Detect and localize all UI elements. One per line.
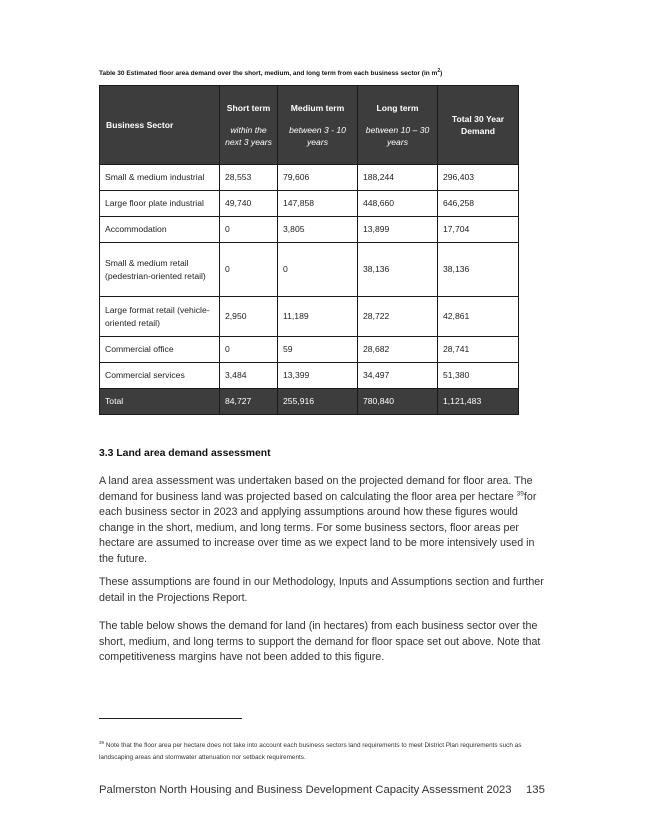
header-medium-term: Medium term between 3 - 10 years [278,86,358,165]
total-label: Total [100,389,220,415]
table-row [100,363,519,389]
cell-sector: Large format retail (vehicle-oriented retail) [100,297,220,337]
paragraph-1-text-a: A land area assessment was undertaken based on the projected demand for floor area. The demand for business land was projected based on calculating the floor area per hectare [99,475,533,503]
cell-sector: Small & medium retail (pedestrian-oriented retail) [100,243,220,297]
cell-medium-term: 147,858 [278,191,358,217]
total-medium-term: 255,916 [278,389,358,415]
cell-long-term: 188,244 [358,165,438,191]
cell-long-term: 448,660 [358,191,438,217]
cell-total: 38,136 [438,243,519,297]
table-row [100,191,519,217]
cell-short-term: 2,950 [220,297,278,337]
cell-medium-term: 3,805 [278,217,358,243]
cell-medium-term: 0 [278,243,358,297]
table-caption-unit-superscript: 2 [437,67,441,74]
table-row [100,337,519,363]
table-row [100,165,519,191]
footnote-39 [99,740,539,764]
footer-document-title: Palmerston North Housing and Business Development Capacity Assessment 2023 [99,784,512,796]
header-short-term-sub: within the next 3 years [225,125,272,147]
cell-medium-term: 79,606 [278,165,358,191]
cell-short-term: 0 [220,337,278,363]
header-business-sector: Business Sector [100,86,220,165]
table-total-row [100,389,519,415]
header-total-30-year: Total 30 Year Demand [438,86,519,165]
paragraph-land-area-assessment [99,474,549,568]
cell-short-term: 0 [220,243,278,297]
cell-medium-term: 59 [278,337,358,363]
floor-area-demand-table [99,85,519,415]
footnote-text: Note that the floor area per hectare does not take into account each business sectors land requirements to meet District Plan requirements such as landscaping areas and stormwater attenuation nor setback requirements. [99,742,522,761]
header-long-term: Long term between 10 – 30 years [358,86,438,165]
cell-long-term: 34,497 [358,363,438,389]
footnote-divider [99,718,242,719]
cell-long-term: 38,136 [358,243,438,297]
total-30-year: 1,121,483 [438,389,519,415]
total-long-term: 780,840 [358,389,438,415]
table-caption-text: Table 30 Estimated floor area demand over the short, medium, and long term from each business sector (in m [99,70,438,77]
cell-short-term: 3,484 [220,363,278,389]
paragraph-assumptions: These assumptions are found in our Methodology, Inputs and Assumptions section and further detail in the Projections Report. [99,576,544,604]
cell-medium-term: 11,189 [278,297,358,337]
footer-page-number: 135 [526,784,545,796]
total-short-term: 84,727 [220,389,278,415]
cell-total: 51,380 [438,363,519,389]
cell-sector: Commercial services [100,363,220,389]
table-row [100,217,519,243]
cell-short-term: 0 [220,217,278,243]
cell-total: 42,861 [438,297,519,337]
cell-long-term: 13,899 [358,217,438,243]
cell-long-term: 28,682 [358,337,438,363]
table-caption-close: ) [440,70,443,77]
cell-short-term: 49,740 [220,191,278,217]
table-row [100,243,519,297]
footnote-reference-39[interactable]: 39 [516,490,524,498]
cell-medium-term: 13,399 [278,363,358,389]
table-row [100,297,519,337]
cell-total: 646,258 [438,191,519,217]
cell-sector: Small & medium industrial [100,165,220,191]
table-header-row [100,86,519,165]
cell-short-term: 28,553 [220,165,278,191]
section-heading: 3.3 Land area demand assessment [99,448,271,459]
cell-sector: Accommodation [100,217,220,243]
header-medium-term-sub: between 3 - 10 years [289,125,346,147]
cell-long-term: 28,722 [358,297,438,337]
cell-total: 17,704 [438,217,519,243]
paragraph-1-text-b: for each business sector in 2023 and applying assumptions around how these figures would change in the short, medium, and long terms. For some business sectors, floor areas per hectare are assumed to increase over time as we expect land to be more intensively used in the future. [99,490,537,565]
cell-sector: Commercial office [100,337,220,363]
paragraph-land-demand-table-intro: The table below shows the demand for land (in hectares) from each business sector over the short, medium, and long terms to support the demand for floor space set out above. Note that competitiveness margins have not been added to this figure. [99,620,541,664]
footnote-number: 39 [99,739,105,745]
table-caption [99,67,539,77]
header-long-term-sub: between 10 – 30 years [365,125,430,147]
cell-total: 28,741 [438,337,519,363]
cell-sector: Large floor plate industrial [100,191,220,217]
header-short-term: Short term within the next 3 years [220,86,278,165]
cell-total: 296,403 [438,165,519,191]
